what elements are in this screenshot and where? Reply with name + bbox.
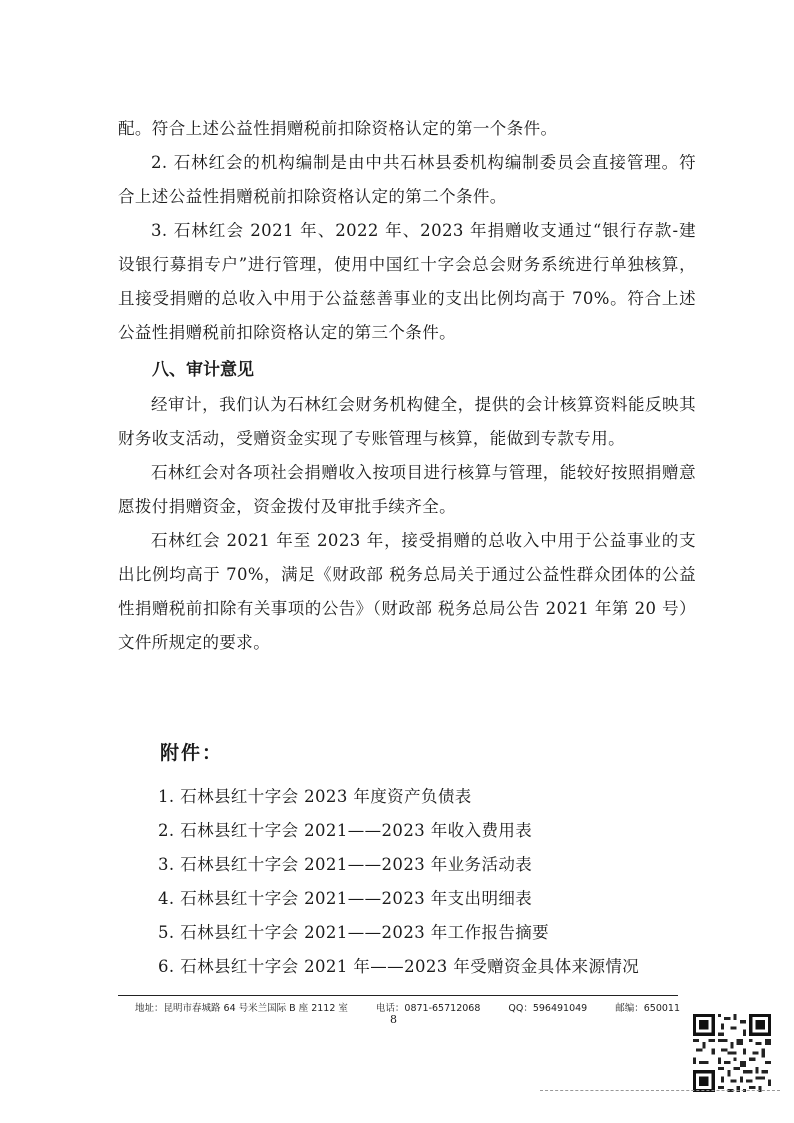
attachment-item: 5. 石林县红十字会 2021——2023 年工作报告摘要 [158,923,550,942]
scan-artifact-line [540,1090,780,1091]
attachment-item: 4. 石林县红十字会 2021——2023 年支出明细表 [158,889,533,908]
section-heading-audit-opinion: 八、审计意见 [152,360,254,380]
footer-qq: QQ：596491049 [508,1003,588,1014]
paragraph-condition-2: 2. 石林红会的机构编制是由中共石林县委机构编制委员会直接管理。符合上述公益性捐赠税前扣除资格认定的第二个条件。 [118,153,696,206]
paragraph-audit-3: 石林红会 2021 年至 2023 年，接受捐赠的总收入中用于公益事业的支出比例均高于 70%，满足《财政部 税务总局关于通过公益性群众团体的公益性捐赠税前扣除有关事项的公告》（财政部 税务总局公告 2021 年第 20 号）文件所规定的要求。 [118,531,696,652]
paragraph-audit-2: 石林红会对各项社会捐赠收入按项目进行核算与管理，能较好按照捐赠意愿拨付捐赠资金，资金拨付及审批手续齐全。 [118,463,696,516]
page-number: 8 [390,1013,397,1026]
footer-divider [118,995,678,996]
attachments-title: 附件： [160,742,224,764]
qr-code-icon [692,1014,772,1092]
attachment-item: 1. 石林县红十字会 2023 年度资产负债表 [158,787,472,806]
paragraph-condition-3: 3. 石林红会 2021 年、2022 年、2023 年捐赠收支通过“银行存款-建设银行募捐专户”进行管理，使用中国红十字会总会财务系统进行单独核算，且接受捐赠的总收入中用于公益慈善事业的支出比例均高于 70%。符合上述公益性捐赠税前扣除资格认定的第三个条件。 [118,221,696,342]
attachment-item: 6. 石林县红十字会 2021 年——2023 年受赠资金具体来源情况 [158,957,640,976]
attachments-list [158,780,639,984]
footer-postcode: 邮编：650011 [615,1003,680,1014]
paragraph-audit-1: 经审计，我们认为石林红会财务机构健全，提供的会计核算资料能反映其财务收支活动，受赠资金实现了专账管理与核算，能做到专款专用。 [118,395,696,448]
footer-address: 地址：昆明市春城路 64 号米兰国际 B 座 2112 室 [135,1003,348,1014]
footer-contact [135,1000,680,1014]
attachment-item: 2. 石林县红十字会 2021——2023 年收入费用表 [158,821,533,840]
attachment-item: 3. 石林县红十字会 2021——2023 年业务活动表 [158,855,533,874]
paragraph-condition-1-end: 配。符合上述公益性捐赠税前扣除资格认定的第一个条件。 [118,119,558,138]
footer-phone: 电话：0871-65712068 [375,1003,481,1014]
